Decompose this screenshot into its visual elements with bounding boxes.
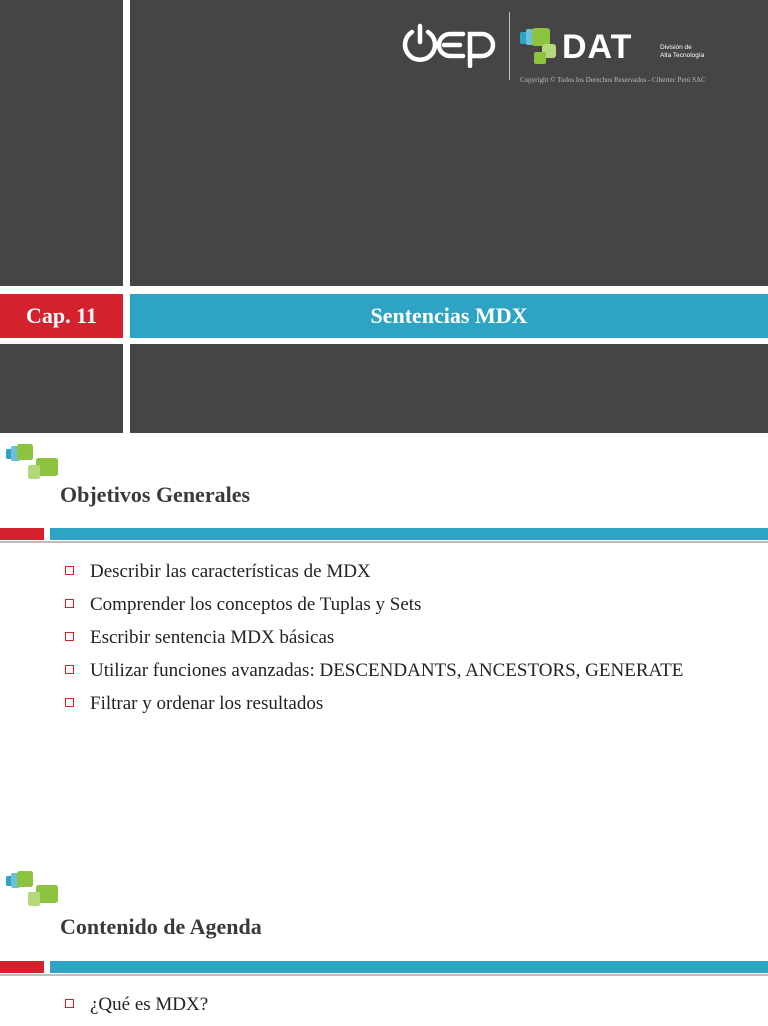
logo-divider: [509, 12, 510, 80]
bullet-square-icon: [65, 566, 74, 575]
heading-rule: [0, 961, 768, 977]
list-item: Utilizar funciones avanzadas: DESCENDANTS, ANCESTORS, GENERATE: [62, 659, 702, 683]
cubes-icon: [4, 866, 60, 910]
oep-logo-mark: [400, 22, 498, 68]
objectives-heading: Objetivos Generales: [60, 482, 251, 507]
dat-logo-wordmark: DAT: [562, 28, 633, 66]
slide-title: Sentencias MDX: [130, 294, 768, 338]
dat-logo-subtitle-line2: Alta Tecnología: [660, 52, 705, 59]
copyright-notice: Copyright © Todos los Derechos Reservados - Cibertec Perú SAC: [520, 76, 706, 84]
bullet-square-icon: [65, 632, 74, 641]
chapter-label: Cap. 11: [0, 294, 123, 338]
bullet-square-icon: [65, 599, 74, 608]
agenda-slide: [0, 860, 768, 1024]
list-item: ¿Qué es MDX?: [62, 993, 702, 1017]
objectives-slide: [0, 433, 768, 813]
list-item: Filtrar y ordenar los resultados: [62, 692, 702, 716]
objectives-list: [62, 560, 702, 725]
oep-logo: [400, 22, 498, 68]
agenda-list: [62, 993, 702, 1026]
dat-logo-subtitle: [660, 44, 704, 60]
bullet-square-icon: [65, 698, 74, 707]
title-slide: [0, 0, 768, 433]
heading-rule: [0, 528, 768, 544]
list-item: Comprender los conceptos de Tuplas y Sets: [62, 593, 702, 617]
title-slide-left-panel: [0, 0, 123, 433]
bullet-square-icon: [65, 999, 74, 1008]
agenda-heading: Contenido de Agenda: [60, 914, 262, 939]
cubes-icon: [4, 439, 60, 483]
bullet-square-icon: [65, 665, 74, 674]
dat-logo-subtitle-line1: División de: [660, 44, 692, 51]
list-item: Describir las características de MDX: [62, 560, 702, 584]
list-item: Escribir sentencia MDX básicas: [62, 626, 702, 650]
